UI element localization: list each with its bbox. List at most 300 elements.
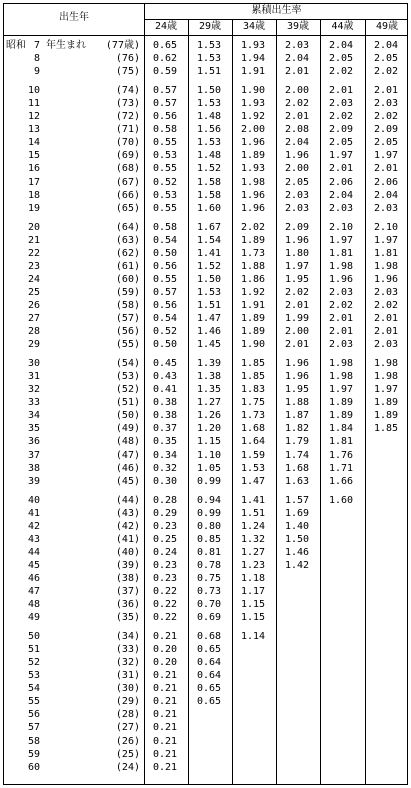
rate-cell: 2.04: [329, 190, 354, 201]
table-row: [4, 669, 407, 682]
rate-cell: 1.96: [329, 274, 354, 285]
rate-cell: 0.62: [153, 53, 178, 64]
table-row: [4, 559, 407, 572]
rate-cell: 2.02: [374, 300, 399, 311]
rate-cell: 0.55: [153, 274, 178, 285]
rate-cell: 0.94: [197, 495, 222, 506]
current-age: (67): [115, 177, 140, 188]
rate-cell: 2.04: [285, 53, 310, 64]
birth-year: 42: [27, 521, 40, 532]
rate-cell: 0.34: [153, 450, 178, 461]
rate-cell: 2.06: [374, 177, 399, 188]
current-age: (42): [115, 521, 140, 532]
rate-cell: 1.38: [197, 371, 222, 382]
birth-year: 52: [27, 657, 40, 668]
rate-cell: 1.63: [285, 476, 310, 487]
rate-cell: 0.37: [153, 423, 178, 434]
rate-cell: 2.05: [329, 53, 354, 64]
current-age: (74): [115, 85, 140, 96]
rate-cell: 1.97: [285, 261, 310, 272]
table-row: [4, 123, 407, 136]
rate-cell: 0.23: [153, 521, 178, 532]
birth-year: 23: [27, 261, 40, 272]
current-age: (46): [115, 463, 140, 474]
current-age: (77歳): [105, 40, 140, 51]
birth-year: 50: [27, 631, 40, 642]
rate-cell: 1.39: [197, 358, 222, 369]
birth-year: 45: [27, 560, 40, 571]
birth-year: 53: [27, 670, 40, 681]
birth-year: 17: [27, 177, 40, 188]
rate-cell: 2.01: [374, 313, 399, 324]
birth-year: 13: [27, 124, 40, 135]
rate-cell: 1.52: [197, 163, 222, 174]
rate-cell: 0.21: [153, 683, 178, 694]
birth-year: 19: [27, 203, 40, 214]
current-age: (66): [115, 190, 140, 201]
birth-year: 35: [27, 423, 40, 434]
current-age: (40): [115, 547, 140, 558]
rate-cell: 1.97: [329, 384, 354, 395]
rate-cell: 1.56: [197, 124, 222, 135]
rate-cell: 1.67: [197, 222, 222, 233]
rate-cell: 1.58: [197, 177, 222, 188]
rate-cell: 2.00: [285, 85, 310, 96]
rate-cell: 1.88: [241, 261, 266, 272]
table-row: [4, 611, 407, 624]
rate-cell: 1.84: [329, 423, 354, 434]
rate-cell: 1.73: [241, 410, 266, 421]
rate-cell: 0.81: [197, 547, 222, 558]
table-row: [4, 299, 407, 312]
birth-year: 8: [33, 53, 40, 64]
rate-cell: 0.58: [153, 222, 178, 233]
rate-cell: 0.22: [153, 586, 178, 597]
rate-cell: 1.96: [285, 371, 310, 382]
current-age: (33): [115, 644, 140, 655]
table-row: [4, 435, 407, 448]
rate-cell: 0.20: [153, 644, 178, 655]
table-row: [4, 312, 407, 325]
rate-cell: 2.03: [329, 98, 354, 109]
birth-year: 49: [27, 612, 40, 623]
table-row: [4, 52, 407, 65]
row-header-birth-year: 出生年: [59, 12, 89, 23]
rate-cell: 1.98: [329, 358, 354, 369]
current-age: (24): [115, 762, 140, 773]
rate-cell: 2.03: [374, 98, 399, 109]
rate-cell: 0.65: [153, 40, 178, 51]
rate-cell: 1.68: [285, 463, 310, 474]
birth-year: 59: [27, 749, 40, 760]
rate-cell: 1.26: [197, 410, 222, 421]
birth-year: 57: [27, 722, 40, 733]
era-label: 昭和: [6, 40, 26, 51]
rate-cell: 1.97: [329, 150, 354, 161]
table-row: [4, 721, 407, 734]
current-age: (68): [115, 163, 140, 174]
rate-cell: 0.56: [153, 261, 178, 272]
table-row: [4, 176, 407, 189]
rate-cell: 1.98: [374, 261, 399, 272]
rate-cell: 1.66: [329, 476, 354, 487]
rate-cell: 1.50: [197, 274, 222, 285]
rate-cell: 1.93: [241, 163, 266, 174]
table-row: [4, 422, 407, 435]
table-row: [4, 546, 407, 559]
rate-cell: 0.55: [153, 203, 178, 214]
rate-cell: 2.02: [329, 111, 354, 122]
rate-cell: 1.93: [241, 40, 266, 51]
rate-cell: 2.03: [285, 203, 310, 214]
rate-cell: 1.92: [241, 111, 266, 122]
rate-cell: 1.92: [241, 287, 266, 298]
table-row: [4, 682, 407, 695]
rate-cell: 1.05: [197, 463, 222, 474]
rate-cell: 2.09: [285, 222, 310, 233]
rate-cell: 1.89: [241, 313, 266, 324]
rate-cell: 1.83: [241, 384, 266, 395]
rate-cell: 2.02: [374, 111, 399, 122]
rate-cell: 0.21: [153, 709, 178, 720]
table-row: [4, 656, 407, 669]
birth-year: 30: [27, 358, 40, 369]
birth-year: 7: [33, 40, 40, 51]
rate-cell: 1.58: [197, 190, 222, 201]
rate-cell: 1.68: [241, 423, 266, 434]
current-age: (52): [115, 384, 140, 395]
rate-cell: 2.02: [374, 66, 399, 77]
current-age: (39): [115, 560, 140, 571]
birth-year: 48: [27, 599, 40, 610]
rate-cell: 1.76: [329, 450, 354, 461]
column-header: 34歳: [242, 21, 266, 32]
table-row: [4, 149, 407, 162]
rate-cell: 1.20: [197, 423, 222, 434]
rate-cell: 0.57: [153, 287, 178, 298]
rate-cell: 2.00: [285, 163, 310, 174]
rate-cell: 2.03: [374, 339, 399, 350]
rate-cell: 1.27: [241, 547, 266, 558]
rate-cell: 1.23: [241, 560, 266, 571]
rate-cell: 1.51: [197, 300, 222, 311]
rate-cell: 0.69: [197, 612, 222, 623]
rate-cell: 2.03: [374, 203, 399, 214]
rate-cell: 2.02: [241, 222, 266, 233]
birth-year: 37: [27, 450, 40, 461]
rate-cell: 1.46: [197, 326, 222, 337]
current-age: (71): [115, 124, 140, 135]
rate-cell: 0.65: [197, 683, 222, 694]
rate-cell: 0.21: [153, 749, 178, 760]
table-row: [4, 286, 407, 299]
rate-cell: 0.70: [197, 599, 222, 610]
birth-year: 26: [27, 300, 40, 311]
rate-cell: 0.99: [197, 508, 222, 519]
rate-cell: 0.21: [153, 736, 178, 747]
rate-cell: 1.46: [285, 547, 310, 558]
rate-cell: 1.89: [241, 150, 266, 161]
rate-cell: 1.93: [241, 98, 266, 109]
table-row: [4, 494, 407, 507]
rate-cell: 1.53: [241, 463, 266, 474]
column-header: 29歳: [198, 21, 222, 32]
rate-cell: 0.22: [153, 612, 178, 623]
current-age: (44): [115, 495, 140, 506]
rate-cell: 0.21: [153, 631, 178, 642]
birth-year: 47: [27, 586, 40, 597]
rate-cell: 1.96: [241, 190, 266, 201]
table-row: [4, 325, 407, 338]
rate-cell: 1.48: [197, 150, 222, 161]
rate-cell: 0.50: [153, 248, 178, 259]
rate-cell: 2.03: [374, 287, 399, 298]
rate-cell: 1.18: [241, 573, 266, 584]
rate-cell: 1.81: [329, 248, 354, 259]
current-age: (54): [115, 358, 140, 369]
rate-cell: 1.74: [285, 450, 310, 461]
rate-cell: 0.65: [197, 644, 222, 655]
rate-cell: 1.35: [197, 384, 222, 395]
table-row: [4, 357, 407, 370]
rate-cell: 1.15: [197, 436, 222, 447]
current-age: (70): [115, 137, 140, 148]
rate-cell: 1.97: [329, 235, 354, 246]
rate-cell: 1.50: [285, 534, 310, 545]
rate-cell: 0.57: [153, 98, 178, 109]
current-age: (55): [115, 339, 140, 350]
rate-cell: 1.98: [374, 358, 399, 369]
rate-cell: 1.53: [197, 40, 222, 51]
rate-cell: 0.58: [153, 124, 178, 135]
rate-cell: 1.89: [374, 397, 399, 408]
rate-cell: 2.05: [329, 137, 354, 148]
table-row: [4, 520, 407, 533]
rate-cell: 0.75: [197, 573, 222, 584]
rate-cell: 1.87: [285, 410, 310, 421]
birth-year: 24: [27, 274, 40, 285]
rate-cell: 2.03: [329, 339, 354, 350]
rate-cell: 0.78: [197, 560, 222, 571]
rate-cell: 1.94: [241, 53, 266, 64]
birth-year: 58: [27, 736, 40, 747]
rate-cell: 1.47: [241, 476, 266, 487]
rate-cell: 1.40: [285, 521, 310, 532]
rate-cell: 0.54: [153, 313, 178, 324]
rate-cell: 1.51: [197, 66, 222, 77]
rate-cell: 2.01: [329, 313, 354, 324]
current-age: (76): [115, 53, 140, 64]
birth-year: 32: [27, 384, 40, 395]
birth-year: 54: [27, 683, 40, 694]
column-header: 49歳: [375, 21, 399, 32]
rate-cell: 1.81: [329, 436, 354, 447]
rate-cell: 2.01: [285, 300, 310, 311]
rate-cell: 1.47: [197, 313, 222, 324]
rate-cell: 1.82: [285, 423, 310, 434]
rate-cell: 0.21: [153, 696, 178, 707]
table-row: [4, 475, 407, 488]
rate-cell: 0.65: [197, 696, 222, 707]
birth-year: 43: [27, 534, 40, 545]
rate-cell: 1.98: [329, 261, 354, 272]
rate-cell: 1.95: [285, 274, 310, 285]
rate-cell: 1.90: [241, 85, 266, 96]
table-row: [4, 84, 407, 97]
rate-cell: 1.85: [374, 423, 399, 434]
cumulative-birth-rate-table: [3, 3, 408, 785]
table-row: [4, 572, 407, 585]
rate-cell: 1.97: [374, 235, 399, 246]
rate-cell: 1.89: [329, 397, 354, 408]
current-age: (53): [115, 371, 140, 382]
rate-cell: 1.90: [241, 339, 266, 350]
birth-year: 39: [27, 476, 40, 487]
rate-cell: 2.01: [329, 163, 354, 174]
rate-cell: 2.10: [374, 222, 399, 233]
rate-cell: 2.01: [374, 85, 399, 96]
table-row: [4, 136, 407, 149]
rate-cell: 0.38: [153, 410, 178, 421]
rate-cell: 1.48: [197, 111, 222, 122]
birth-year: 16: [27, 163, 40, 174]
rate-cell: 1.80: [285, 248, 310, 259]
table-row: [4, 383, 407, 396]
rate-cell: 1.89: [241, 326, 266, 337]
current-age: (43): [115, 508, 140, 519]
current-age: (25): [115, 749, 140, 760]
table-row: [4, 202, 407, 215]
current-age: (34): [115, 631, 140, 642]
rate-cell: 0.38: [153, 397, 178, 408]
current-age: (32): [115, 657, 140, 668]
rate-cell: 1.89: [241, 235, 266, 246]
rate-cell: 1.98: [241, 177, 266, 188]
rate-cell: 1.99: [285, 313, 310, 324]
rate-cell: 1.98: [374, 371, 399, 382]
rate-cell: 2.01: [374, 326, 399, 337]
current-age: (38): [115, 573, 140, 584]
header-bottom-border: [4, 35, 407, 36]
rate-cell: 1.53: [197, 98, 222, 109]
table-row: [4, 643, 407, 656]
rate-cell: 1.88: [285, 397, 310, 408]
birth-year: 18: [27, 190, 40, 201]
table-row: [4, 761, 407, 774]
birth-year: 40: [27, 495, 40, 506]
rate-cell: 1.50: [197, 85, 222, 96]
rate-cell: 1.51: [241, 508, 266, 519]
birth-year: 15: [27, 150, 40, 161]
rate-cell: 0.23: [153, 560, 178, 571]
rate-cell: 1.15: [241, 612, 266, 623]
birth-year: 12: [27, 111, 40, 122]
birth-year: 34: [27, 410, 40, 421]
rate-cell: 2.02: [285, 98, 310, 109]
rate-cell: 1.86: [241, 274, 266, 285]
rate-cell: 1.60: [197, 203, 222, 214]
table-row: [4, 273, 407, 286]
rate-cell: 1.96: [285, 150, 310, 161]
current-age: (28): [115, 709, 140, 720]
current-age: (29): [115, 696, 140, 707]
year-suffix: 年生まれ: [46, 40, 86, 51]
table-row: [4, 39, 407, 52]
column-header: 39歳: [286, 21, 310, 32]
rate-cell: 2.04: [329, 40, 354, 51]
rate-cell: 1.81: [374, 248, 399, 259]
rate-cell: 0.24: [153, 547, 178, 558]
current-age: (50): [115, 410, 140, 421]
rate-cell: 0.20: [153, 657, 178, 668]
rate-cell: 2.03: [285, 40, 310, 51]
rate-cell: 0.68: [197, 631, 222, 642]
rate-cell: 2.10: [329, 222, 354, 233]
current-age: (69): [115, 150, 140, 161]
table-row: [4, 338, 407, 351]
table-row: [4, 110, 407, 123]
table-row: [4, 189, 407, 202]
birth-year: 14: [27, 137, 40, 148]
birth-year: 38: [27, 463, 40, 474]
table-row: [4, 735, 407, 748]
rate-cell: 2.01: [329, 85, 354, 96]
table-row: [4, 708, 407, 721]
rate-cell: 2.04: [285, 137, 310, 148]
table-row: [4, 630, 407, 643]
rate-cell: 0.32: [153, 463, 178, 474]
rate-cell: 2.03: [329, 203, 354, 214]
birth-year: 51: [27, 644, 40, 655]
rate-cell: 0.35: [153, 436, 178, 447]
rate-cell: 2.09: [329, 124, 354, 135]
rate-cell: 0.99: [197, 476, 222, 487]
rate-cell: 1.91: [241, 66, 266, 77]
rate-cell: 1.14: [241, 631, 266, 642]
rate-cell: 1.96: [374, 274, 399, 285]
rate-cell: 1.41: [241, 495, 266, 506]
current-age: (41): [115, 534, 140, 545]
rate-cell: 1.73: [241, 248, 266, 259]
rate-cell: 1.91: [241, 300, 266, 311]
rate-cell: 1.53: [197, 53, 222, 64]
rate-cell: 0.30: [153, 476, 178, 487]
rate-cell: 2.01: [285, 339, 310, 350]
rate-cell: 1.71: [329, 463, 354, 474]
table-row: [4, 748, 407, 761]
current-age: (59): [115, 287, 140, 298]
rate-cell: 0.50: [153, 339, 178, 350]
current-age: (60): [115, 274, 140, 285]
rate-cell: 1.75: [241, 397, 266, 408]
rate-cell: 0.59: [153, 66, 178, 77]
rate-cell: 0.73: [197, 586, 222, 597]
rate-cell: 0.52: [153, 326, 178, 337]
rate-cell: 0.53: [153, 190, 178, 201]
rate-cell: 1.95: [285, 384, 310, 395]
rate-cell: 0.55: [153, 137, 178, 148]
rate-cell: 2.01: [374, 163, 399, 174]
rate-cell: 2.06: [329, 177, 354, 188]
rate-cell: 2.05: [374, 53, 399, 64]
table-row: [4, 585, 407, 598]
table-row: [4, 370, 407, 383]
table-row: [4, 162, 407, 175]
rate-cell: 0.21: [153, 722, 178, 733]
rate-cell: 2.09: [374, 124, 399, 135]
rate-cell: 1.96: [241, 137, 266, 148]
rate-cell: 0.85: [197, 534, 222, 545]
